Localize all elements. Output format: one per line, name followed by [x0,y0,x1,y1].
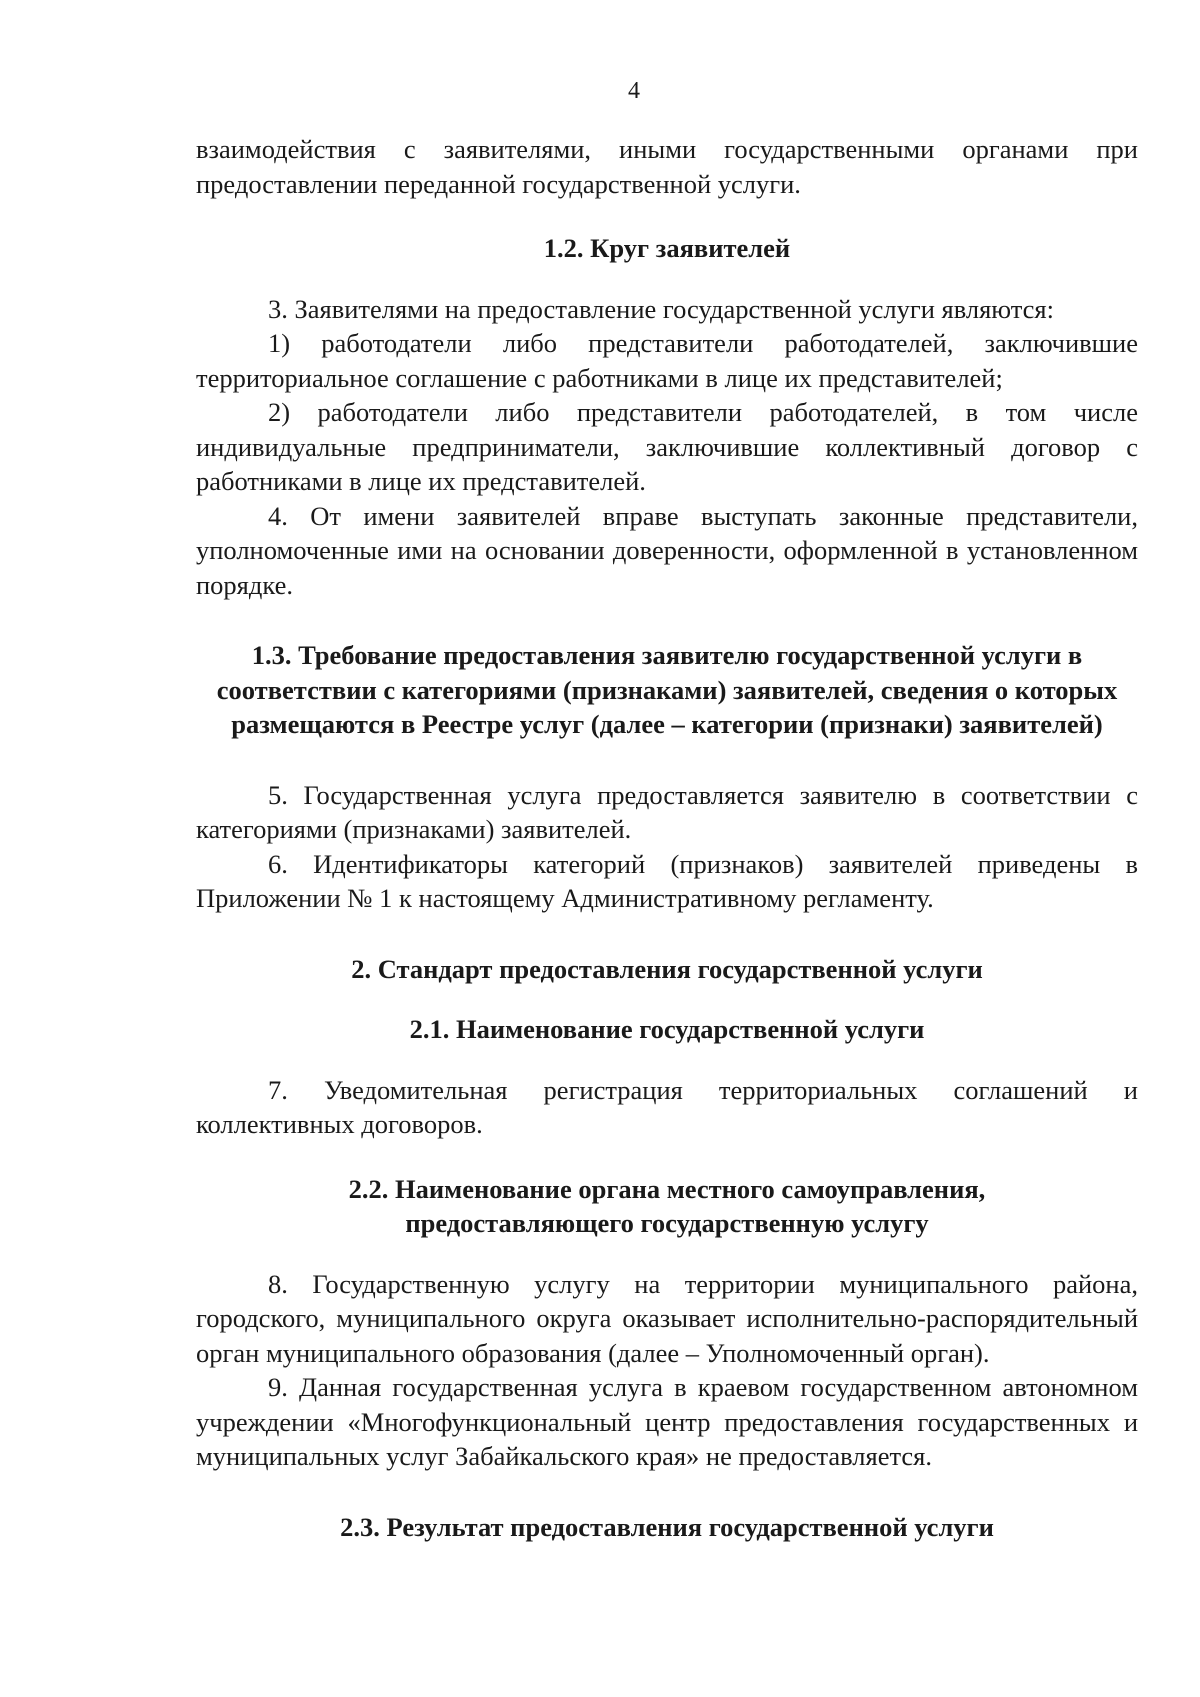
heading-1-2-applicants: 1.2. Круг заявителей [543,233,791,263]
heading-2-3-result: 2.3. Результат предоставления государственной услуги [340,1511,994,1542]
paragraph-3-item-2: 2) работодатели либо представители работодателей, в том числе индивидуальные предприниматели, заключившие коллективный договор с работниками в лице их представителей. [196,397,1138,496]
paragraph-intro-continuation: взаимодействия с заявителями, иными государственными органами при предоставлении переданной государственной услуги. [196,134,1138,199]
paragraph-6: 6. Идентификаторы категорий (признаков) заявителей приведены в Приложении № 1 к настоящему Административному регламенту. [196,848,1138,913]
paragraph-3: 3. Заявителями на предоставление государственной услуги являются: [268,293,1054,324]
paragraph-5: 5. Государственная услуга предоставляется заявителю в соответствии с категориями (признаками) заявителей. [196,779,1138,844]
paragraph-4: 4. От имени заявителей вправе выступать законные представители, уполномоченные ими на основании доверенности, оформленной в установленном порядке. [196,500,1138,600]
paragraph-7: 7. Уведомительная регистрация территориальных соглашений и коллективных договоров. [196,1074,1138,1139]
document-body [196,132,1138,1544]
page-number: 4 [628,78,640,104]
heading-2-2-authority: 2.2. Наименование органа местного самоуправления, предоставляющего государственную услугу [348,1173,986,1238]
heading-2-1-service-name: 2.1. Наименование государственной услуги [409,1014,925,1044]
paragraph-8: 8. Государственную услугу на территории муниципального района, городского, муниципального округа оказывает исполнительно-распорядительный орган муниципального образования (далее – Уполномоченный орган). [196,1268,1138,1368]
heading-1-3-requirement: 1.3. Требование предоставления заявителю государственной услуги в соответствии с категориями (признаками) заявителей, сведения о которых размещаются в Реестре услуг (далее – категории (признаки) заявителей) [216,640,1118,739]
paragraph-3-item-1: 1) работодатели либо представители работодателей, заключившие территориальное соглашение с работниками в лице их представителей; [196,328,1138,393]
paragraph-9: 9. Данная государственная услуга в краевом государственном автономном учреждении «Многофункциональный центр предоставления государственных и муниципальных услуг Забайкальского края» не предоставляется. [196,1372,1138,1471]
heading-2-standard: 2. Стандарт предоставления государственной услуги [351,953,983,984]
